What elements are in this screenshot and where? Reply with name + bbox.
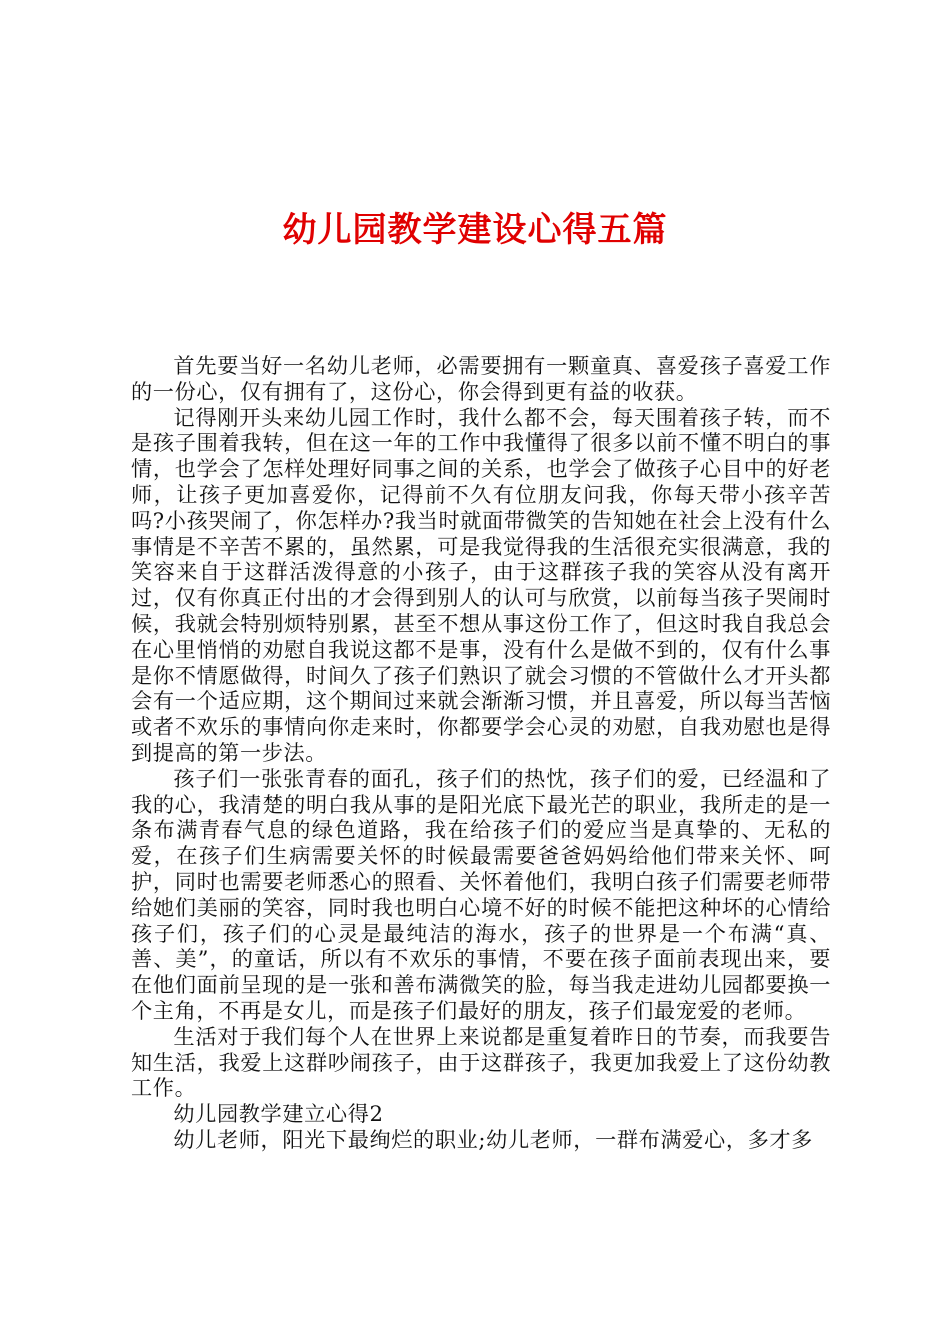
section-heading-2: 幼儿园教学建立心得2 [173,1101,384,1127]
paragraph-3: 孩子们一张张青春的面孔，孩子们的热忱，孩子们的爱，已经温和了我的心，我清楚的明白我从事的是阳光底下最光芒的职业，我所走的是一条布满青春气息的绿色道路，我在给孩子们的爱应当是真挚的、无私的爱，在孩子们生病需要关怀的时候最需要爸爸妈妈给他们带来关怀、呵护，同时也需要老师悉心的照看、关怀着他们，我明白孩子们需要老师带给她们美丽的笑容，同时我也明白心境不好的时候不能把这种坏的心情给孩子们，孩子们的心灵是最纯洁的海水，孩子的世界是一个布满“真、善、美”，的童话，所以有不欢乐的事情，不要在孩子面前表现出来，要在他们面前呈现的是一张和善布满微笑的脸，每当我走进幼儿园都要换一个主角，不再是女儿，而是孩子们最好的朋友，孩子们最宠爱的老师。 [131,765,831,1023]
paragraph-4: 生活对于我们每个人在世界上来说都是重复着昨日的节奏，而我要告知生活，我爱上这群吵闹孩子，由于这群孩子，我更加我爱上了这份幼教工作。 [131,1023,831,1101]
document-title: 幼儿园教学建设心得五篇 [282,210,668,250]
paragraph-5: 幼儿老师，阳光下最绚烂的职业;幼儿老师，一群布满爱心，多才多 [173,1126,813,1152]
paragraph-1: 首先要当好一名幼儿老师，必需要拥有一颗童真、喜爱孩子喜爱工作的一份心，仅有拥有了，这份心，你会得到更有益的收获。 [131,353,831,404]
paragraph-2: 记得刚开头来幼儿园工作时，我什么都不会，每天围着孩子转，而不是孩子围着我转，但在这一年的工作中我懂得了很多以前不懂不明白的事情，也学会了怎样处理好同事之间的关系，也学会了做孩子心目中的好老师，让孩子更加喜爱你，记得前不久有位朋友问我，你每天带小孩辛苦吗?小孩哭闹了，你怎样办?我当时就面带微笑的告知她在社会上没有什么事情是不辛苦不累的，虽然累，可是我觉得我的生活很充实很满意，我的笑容来自于这群活泼得意的小孩子，由于这群孩子我的笑容从没有离开过，仅有你真正付出的才会得到别人的认可与欣赏，以前每当孩子哭闹时候，我就会特别烦特别累，甚至不想从事这份工作了，但这时我自我总会在心里悄悄的劝慰自我说这都不是事，没有什么是做不到的，仅有什么事是你不情愿做得，时间久了孩子们熟识了就会习惯的不管做什么才开头都会有一个适应期，这个期间过来就会渐渐习惯，并且喜爱，所以每当苦恼或者不欢乐的事情向你走来时，你都要学会心灵的劝慰，自我劝慰也是得到提高的第一步法。 [131,404,831,765]
document-body [131,353,831,1153]
